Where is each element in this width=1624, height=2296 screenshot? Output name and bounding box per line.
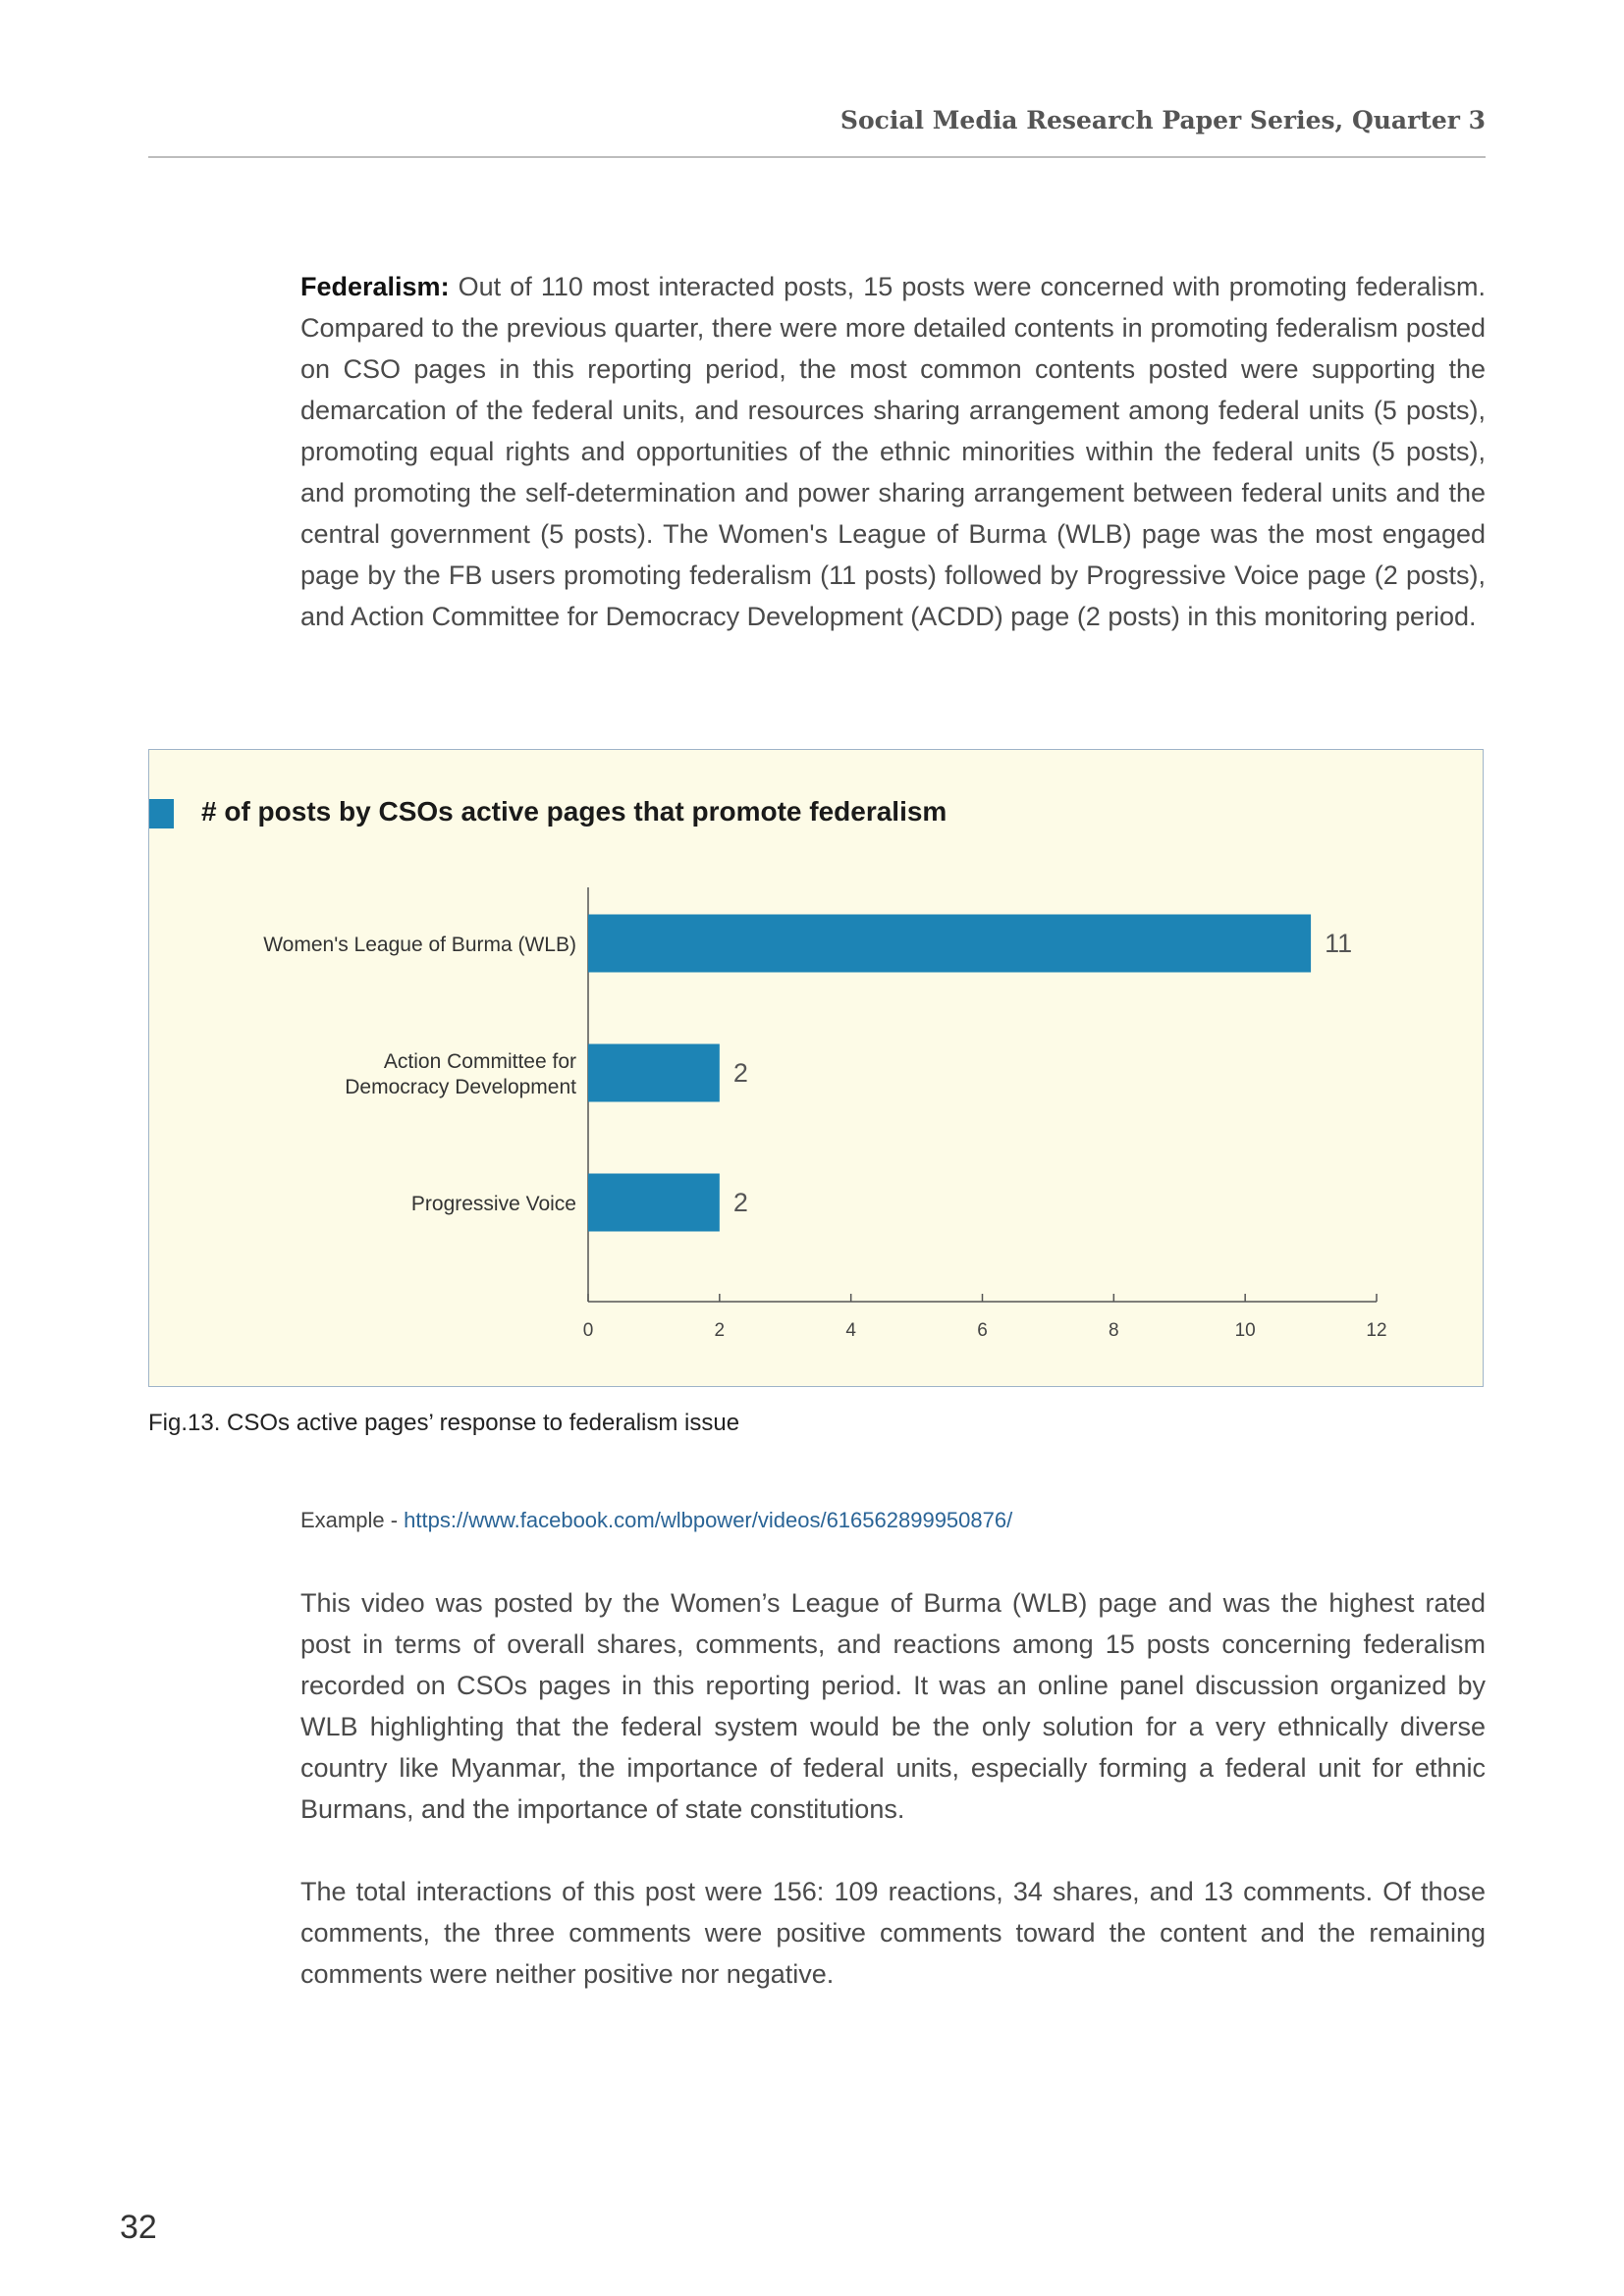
x-tick-label: 4: [845, 1320, 856, 1341]
x-tick-label: 12: [1366, 1320, 1387, 1341]
category-label: Progressive Voice: [410, 1193, 576, 1215]
bar: [588, 915, 1311, 973]
x-tick-label: 8: [1109, 1320, 1119, 1341]
bar-chart: [149, 750, 1482, 1385]
x-tick-label: 2: [714, 1320, 726, 1341]
running-header: Social Media Research Paper Series, Quarter 3: [839, 106, 1486, 134]
category-label: Women's League of Burma (WLB): [263, 934, 576, 956]
paragraph-federalism: [300, 266, 1486, 637]
paragraph-video: This video was posted by the Women’s League of Burma (WLB) page and was the highest rated post in terms of overall shares, comments, and reactions among 15 posts concerning federalism recorded on CSOs pages in this reporting period. It was an online panel discussion organized by WLB highlighting that the federal system would be the only solution for a very ethnically diverse country like Myanmar, the importance of federal units, especially forming a federal unit for ethnic Burmans, and the importance of state constitutions.: [300, 1588, 1486, 1824]
example-link[interactable]: https://www.facebook.com/wlbpower/videos/616562899950876/: [404, 1508, 1013, 1532]
bar-value-label: 2: [732, 1058, 748, 1088]
figure-caption: Fig.13. CSOs active pages’ response to federalism issue: [148, 1410, 740, 1436]
x-tick-label: 6: [977, 1320, 988, 1341]
example-label: Example -: [300, 1508, 405, 1532]
bar: [588, 1044, 720, 1102]
example-line: [300, 1508, 1012, 1533]
chart-panel: [148, 749, 1484, 1387]
x-tick-label: 10: [1234, 1320, 1256, 1341]
chart-title: # of posts by CSOs active pages that promote federalism: [201, 796, 947, 827]
bar-value-label: 11: [1325, 929, 1353, 958]
paragraph-lead: Federalism:: [300, 272, 450, 301]
category-label: Action Committee for: [383, 1050, 576, 1073]
category-label: Democracy Development: [345, 1076, 576, 1098]
bar: [588, 1174, 720, 1232]
header-rule: [148, 156, 1486, 158]
paragraph-interactions: The total interactions of this post were 156: 109 reactions, 34 shares, and 13 comments. Of those comments, the three comments were positive comments toward the content and the remaining comments were neither positive nor negative.: [300, 1877, 1486, 1989]
x-tick-label: 0: [582, 1320, 594, 1341]
bar-value-label: 2: [732, 1188, 748, 1217]
paragraph-body: Out of 110 most interacted posts, 15 posts were concerned with promoting federalism. Compared to the previous quarter, there were more detailed contents in promoting federalism posted on CSO pages in this reporting period, the most common contents posted were supporting the demarcation of the federal units, and resources sharing arrangement among federal units (5 posts), promoting equal rights and opportunities of the ethnic minorities within the federal units (5 posts), and promoting the self-determination and power sharing arrangement between federal units and the central government (5 posts). The Women's League of Burma (WLB) page was the most engaged page by the FB users promoting federalism (11 posts) followed by Progressive Voice page (2 posts), and Action Committee for Democracy Development (ACDD) page (2 posts) in this monitoring period.: [300, 272, 1486, 631]
page-number: 32: [120, 2209, 157, 2246]
